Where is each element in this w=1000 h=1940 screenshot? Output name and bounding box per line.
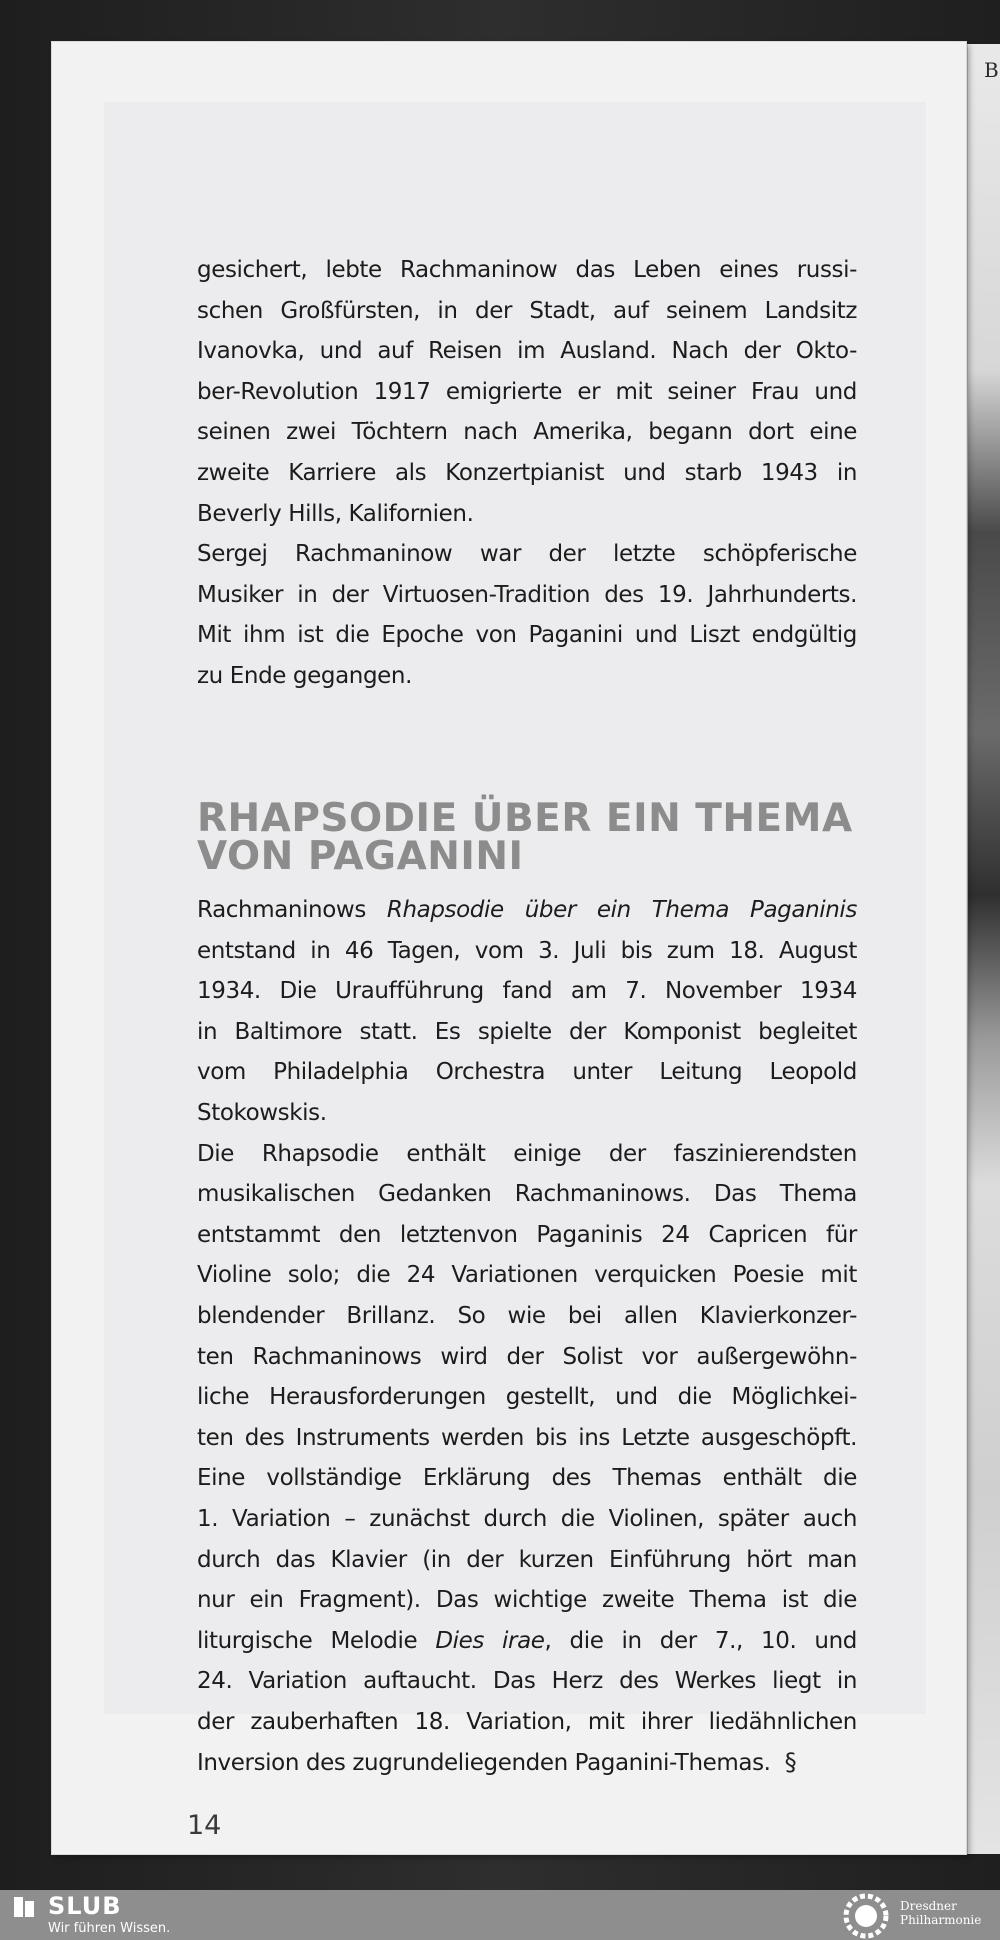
text-line: gesichert, lebte Rachmaninow das Leben eines russi- — [197, 257, 857, 283]
text-line: Stokowskis. — [197, 1099, 327, 1126]
text-line: Beverly Hills, Kalifornien. — [197, 500, 474, 527]
text-line: seinen zwei Töchtern nach Amerika, begann dort eine — [197, 419, 857, 446]
text-line: musikalischen Gedanken Rachmaninows. Das Thema — [197, 1181, 857, 1208]
text-line: Violine solo; die 24 Variationen verquicken Poesie mit — [197, 1262, 857, 1289]
slub-logo-text: SLUB — [48, 1892, 122, 1920]
work-title: Rhapsodie über ein Thema Paganinis — [386, 897, 857, 923]
melody-title: Dies irae — [435, 1627, 545, 1654]
page-number: 14 — [187, 1810, 222, 1841]
heading-line: VON PAGANINI — [197, 834, 524, 879]
text-line: ten Rachmaninows wird der Solist vor außergewöhn- — [197, 1343, 857, 1370]
text-line: schen Großfürsten, in der Stadt, auf seinem Landsitz — [197, 297, 857, 324]
text-line: ten des Instruments werden bis ins Letzte ausgeschöpft. — [197, 1424, 857, 1451]
document-page — [52, 42, 966, 1854]
text-line: liche Herausforderungen gestellt, und die Möglichkei- — [197, 1384, 857, 1411]
slub-logo-icon — [12, 1895, 36, 1919]
text-line: nur ein Fragment). Das wichtige zweite Thema ist die — [197, 1587, 857, 1614]
philharmonie-logo-text — [900, 1899, 981, 1927]
text-line: Mit ihm ist die Epoche von Paganini und Liszt endgültig — [197, 622, 857, 649]
heading-line: RHAPSODIE ÜBER EIN THEMA — [197, 796, 853, 841]
text-line: ber-Revolution 1917 emigrierte er mit seiner Frau und — [197, 378, 857, 405]
text-line: Die Rhapsodie enthält einige der faszinierendsten — [197, 1140, 857, 1167]
text-line: 1. Variation – zunächst durch die Violinen, später auch — [197, 1505, 857, 1532]
footer-bar — [0, 1890, 1000, 1940]
text-line: zu Ende gegangen. — [197, 662, 412, 689]
text-line — [197, 1742, 857, 1784]
text-run: liturgische Melodie — [197, 1627, 436, 1654]
text-run: , die in der 7., 10. und — [544, 1627, 857, 1654]
body-text-block-2 — [197, 890, 857, 1784]
text-line: durch das Klavier (in der kurzen Einführung hört man — [197, 1546, 857, 1573]
section-heading — [197, 796, 867, 879]
text-line — [197, 1621, 857, 1662]
philharmonie-logo-icon — [842, 1892, 890, 1940]
partner-name-line: Philharmonie — [900, 1913, 982, 1927]
text-line: entstand in 46 Tagen, vom 3. Juli bis zum 18. August — [197, 937, 857, 964]
text-line: Ivanovka, und auf Reisen im Ausland. Nach der Okto- — [197, 338, 857, 365]
slub-tagline: Wir führen Wissen. — [48, 1921, 171, 1936]
text-line: Eine vollständige Erklärung des Themas enthält die — [197, 1465, 857, 1492]
text-run: Inversion des zugrundeliegenden Paganini-Themas. — [197, 1750, 771, 1777]
text-line: zweite Karriere als Konzertpianist und starb 1943 in — [197, 459, 857, 486]
text-line — [197, 890, 857, 931]
body-text-block-1 — [197, 250, 857, 697]
text-line: blendender Brillanz. So wie bei allen Klavierkonzer- — [197, 1302, 857, 1329]
text-line: der zauberhaften 18. Variation, mit ihrer liedähnlichen — [197, 1708, 857, 1735]
text-line: Musiker in der Virtuosen-Tradition des 19. Jahrhunderts. — [197, 581, 857, 608]
text-line: 1934. Die Uraufführung fand am 7. November 1934 — [197, 978, 857, 1005]
text-line: in Baltimore statt. Es spielte der Komponist begleitet — [197, 1018, 857, 1045]
text-line: entstammt den letztenvon Paganinis 24 Capricen für — [197, 1221, 857, 1248]
text-run: Rachmaninows — [197, 897, 387, 923]
adjacent-page-edge — [966, 44, 1000, 1854]
text-line: vom Philadelphia Orchestra unter Leitung Leopold — [197, 1059, 857, 1086]
text-line: 24. Variation auftaucht. Das Herz des Werkes liegt in — [197, 1668, 857, 1695]
text-line: Sergej Rachmaninow war der letzte schöpferische — [197, 541, 857, 568]
partner-name-line: Dresdner — [900, 1899, 957, 1913]
adjacent-page-letter: B — [984, 58, 999, 82]
end-mark-icon: § — [784, 1748, 797, 1777]
